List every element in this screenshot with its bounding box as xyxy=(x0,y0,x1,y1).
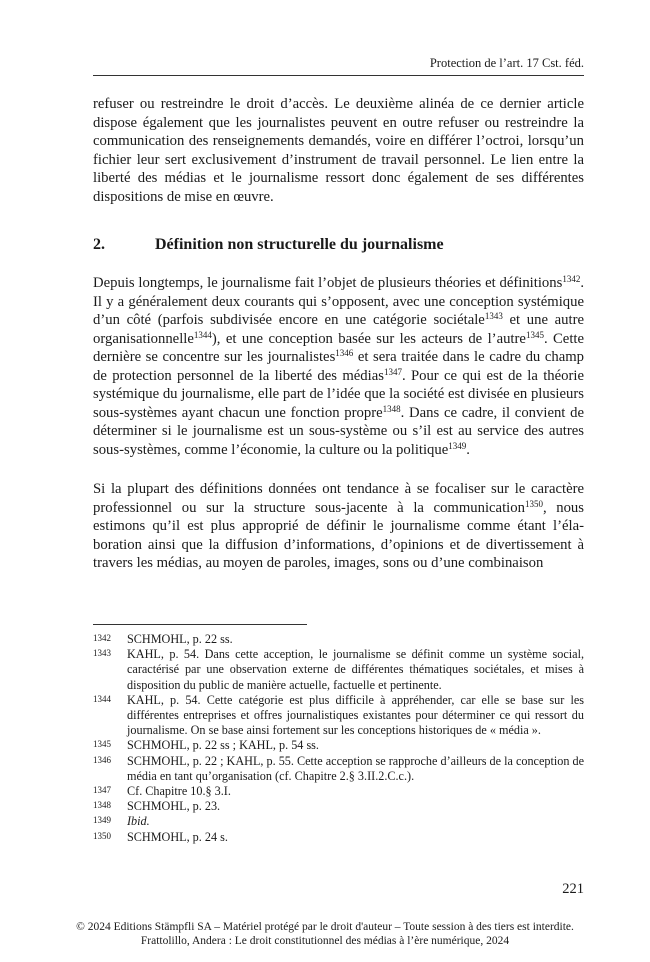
footnote-text: SCHMOHL, p. 22 ss. xyxy=(127,632,233,646)
footnote xyxy=(93,814,584,829)
footnote-text: SCHMOHL, p. 23. xyxy=(127,799,221,814)
footnotes xyxy=(93,632,584,845)
footnote-number: 1347 xyxy=(93,785,111,796)
footnote xyxy=(93,647,584,693)
section-heading xyxy=(93,236,584,254)
text-run: . Cette dernière se concentre sur les journalistes xyxy=(93,330,585,365)
footnote-number: 1348 xyxy=(93,800,111,811)
text-run: ), et une conception basée sur les acteurs de l’autre xyxy=(211,330,526,347)
copyright-line: Frattolillo, Andera : Le droit constitutionnel des médias à l’ère numérique, 2024 xyxy=(140,935,510,947)
footnote xyxy=(93,784,584,799)
footnote-ref[interactable]: 1347 xyxy=(383,366,402,377)
footnote xyxy=(93,830,584,845)
footnote-text: SCHMOHL, p. 22 ss ; KAHL, p. 54 ss. xyxy=(127,738,319,753)
text-run: , nous estimons qu’il est plus approprié de définir le journalisme comme étant l’élaboration ainsi que la diffusion d’informations, d’opinions et de divertissement à travers les médias, au moyen de paroles, images, sons ou d’une combinaison xyxy=(93,499,584,571)
text-run: Depuis longtemps, le journalisme fait l’objet de plusieurs théories et définitions xyxy=(93,275,563,291)
footnote xyxy=(93,754,584,784)
footnote-number: 1344 xyxy=(93,693,111,704)
footnote-ref[interactable]: 1349 xyxy=(448,440,467,451)
footnote xyxy=(93,632,584,647)
section-title: Définition non structurelle du journalisme xyxy=(155,236,444,253)
footnote-number: 1350 xyxy=(93,830,111,841)
footnote-text: Ibid. xyxy=(127,814,150,829)
copyright-line: © 2024 Editions Stämpfli SA – Matériel protégé par le droit d'auteur – Toute session à des tiers est interdite. xyxy=(76,921,574,933)
footnote-number: 1343 xyxy=(93,648,111,659)
footnote-ref[interactable]: 1350 xyxy=(524,498,543,509)
text-run: et sera traitée dans le cadre du champ de protection personnel de la liberté des médias xyxy=(93,349,584,384)
footnote-text: KAHL, p. 54. Dans cette acception, le journalisme se définit comme un système social, caractérisé par une observation externe de différentes thématiques sociétales, et mises à disposition du public de manière actuelle, factuelle et pertinente. xyxy=(127,647,584,692)
footnote xyxy=(93,693,584,739)
section-number: 2. xyxy=(93,236,105,253)
paragraph-1 xyxy=(93,274,584,459)
text-run: . xyxy=(466,441,470,458)
page-number: 221 xyxy=(562,881,584,897)
footnote-ref[interactable]: 1342 xyxy=(562,274,581,284)
text-run: Si la plupart des définitions données ont tendance à se focaliser sur le caractère professionnel ou sur la structure sous-jacente à la communication xyxy=(93,481,584,516)
footnote-ref[interactable]: 1344 xyxy=(193,329,212,340)
footnote-text: Cf. Chapitre 10.§ 3.I. xyxy=(127,784,231,799)
paragraph-2 xyxy=(93,480,584,573)
text-run: . Il y a généralement deux courants qui s’opposent, avec une conception systémique d’un côté (parfois subdivisée encore en une catégorie sociétale xyxy=(93,275,584,328)
paragraph-top: refuser ou restreindre le droit d’accès. Le deuxième alinéa de ce dernier article dispose également que les journalistes peuvent en outre refuser ou restreindre la communication des renseignements demandés, voire en différer l’octroi, lorsqu’un fichier leur sert exclusivement d’instrument de travail personnel. Le lien entre la liberté des médias et le journalisme ressort donc également de ses différentes dispositions de mise en œuvre. xyxy=(93,96,584,205)
footnote-number: 1349 xyxy=(93,815,111,826)
text-run: . Dans ce cadre, il convient de déterminer si le journalisme est un sous-système ou s’il est au service des autres sous-systèmes, comme l’économie, la culture ou la politique xyxy=(93,404,584,458)
footnote-number: 1346 xyxy=(93,754,111,765)
copyright-notice xyxy=(0,920,650,948)
footnote-divider xyxy=(93,624,307,625)
footnote-ref[interactable]: 1348 xyxy=(382,403,401,414)
footnote xyxy=(93,799,584,814)
footnote xyxy=(93,738,584,753)
text-run: et une autre organisationnelle xyxy=(93,312,584,347)
text-run: . Pour ce qui est de la théorie systémique du journalisme, elle part de l’idée que la société est divisée en plusieurs sous-systèmes ayant chacun une fonction propre xyxy=(93,367,585,421)
footnote-text: SCHMOHL, p. 22 ; KAHL, p. 55. Cette acception se rapproche d’ailleurs de la conception de média en tant qu’organisation (cf. Chapitre 2.§ 3.II.2.C.c.). xyxy=(127,753,584,783)
footnote-ref[interactable]: 1345 xyxy=(525,329,544,340)
footnote-text: KAHL, p. 54. Cette catégorie est plus difficile à appréhender, car elle se base sur les différentes entreprises et offres journalistiques existantes pour déterminer ce qui ressort du journalisme. On se base ainsi fortement sur les conceptions historiques de « média ». xyxy=(127,692,584,738)
footnote-ref[interactable]: 1346 xyxy=(335,348,354,358)
running-head: Protection de l’art. 17 Cst. féd. xyxy=(93,56,584,76)
footnote-ref[interactable]: 1343 xyxy=(484,311,503,321)
footnote-number: 1345 xyxy=(93,739,111,750)
footnote-text: SCHMOHL, p. 24 s. xyxy=(127,829,228,844)
footnote-number: 1342 xyxy=(93,633,111,643)
